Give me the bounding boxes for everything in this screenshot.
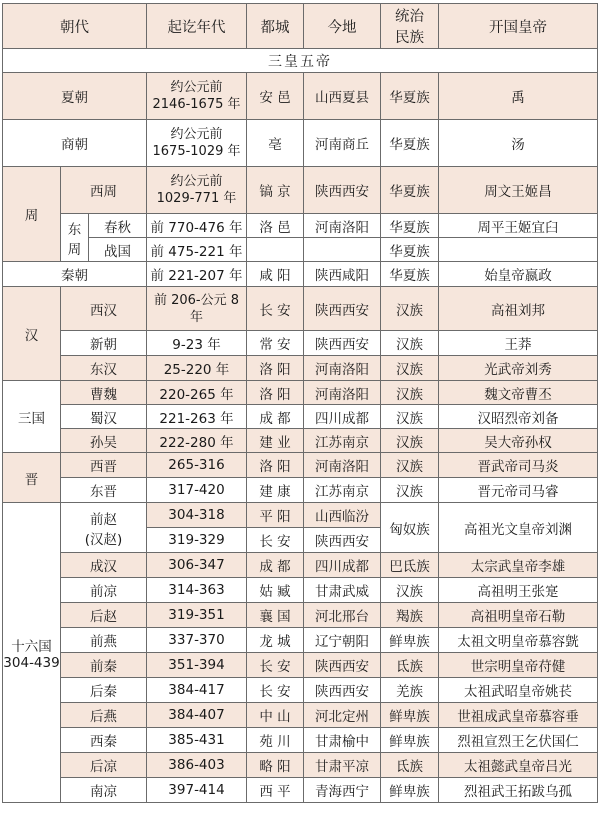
table-row (3, 262, 598, 287)
group-sanguo: 三国 (3, 381, 61, 453)
table-row (3, 478, 598, 503)
ethnic-cell: 汉族 (381, 356, 439, 381)
place-cell: 青海西宁 (304, 778, 381, 803)
ethnic-cell: 汉族 (381, 478, 439, 503)
place-cell: 山西临汾 (304, 503, 381, 528)
table-row (3, 287, 598, 331)
header-dynasty: 朝代 (3, 4, 147, 49)
dynasty-name: 新朝 (61, 331, 147, 356)
capital-cell: 咸 阳 (247, 262, 304, 287)
ethnic-cell: 鲜卑族 (381, 778, 439, 803)
ethnic-cell: 巴氐族 (381, 553, 439, 578)
emperor-cell: 太祖文明皇帝慕容皝 (439, 628, 598, 653)
group-sixteen-kingdoms (3, 503, 61, 803)
capital-cell: 建 康 (247, 478, 304, 503)
cell-line: 约公元前 (170, 127, 223, 142)
years-cell: 319-329 (147, 528, 247, 553)
capital-cell: 长 安 (247, 678, 304, 703)
table-row (3, 429, 598, 453)
cell-line: (汉赵) (84, 531, 123, 548)
emperor-cell: 世宗明皇帝苻健 (439, 653, 598, 678)
capital-cell: 西 平 (247, 778, 304, 803)
emperor-cell: 太祖武昭皇帝姚苌 (439, 678, 598, 703)
place-cell: 四川成都 (304, 405, 381, 429)
ethnic-cell: 汉族 (381, 381, 439, 405)
capital-cell: 亳 (247, 120, 304, 167)
table-row (3, 405, 598, 429)
ethnic-cell: 华夏族 (381, 167, 439, 214)
dynasty-table (2, 3, 598, 803)
emperor-cell: 周平王姬宜臼 (439, 214, 598, 238)
ethnic-cell: 羯族 (381, 603, 439, 628)
dynasty-name: 后赵 (61, 603, 147, 628)
dynasty-name: 春秋 (89, 214, 147, 238)
place-cell: 河南洛阳 (304, 356, 381, 381)
dynasty-name: 后凉 (61, 753, 147, 778)
years-cell: 前 770-476 年 (147, 214, 247, 238)
place-cell: 河北定州 (304, 703, 381, 728)
years-cell: 265-316 (147, 453, 247, 478)
emperor-cell: 太祖懿武皇帝吕光 (439, 753, 598, 778)
years-cell (147, 167, 247, 214)
emperor-cell: 烈祖武王拓跋乌孤 (439, 778, 598, 803)
place-cell (304, 238, 381, 262)
place-cell: 陕西西安 (304, 167, 381, 214)
capital-cell: 苑 川 (247, 728, 304, 753)
years-cell: 384-407 (147, 703, 247, 728)
cell-line: 周 (67, 241, 82, 258)
cell-line: 约公元前 (170, 80, 223, 95)
table-row (3, 653, 598, 678)
cell-line: 统治 (395, 9, 424, 25)
capital-cell: 洛 阳 (247, 381, 304, 405)
emperor-cell: 魏文帝曹丕 (439, 381, 598, 405)
dynasty-name: 曹魏 (61, 381, 147, 405)
emperor-cell: 光武帝刘秀 (439, 356, 598, 381)
emperor-cell: 高祖刘邦 (439, 287, 598, 331)
table-row (3, 453, 598, 478)
banner-cell: 三皇五帝 (3, 49, 598, 73)
emperor-cell (439, 238, 598, 262)
table-row (3, 120, 598, 167)
cell-line: 2146-1675 年 (152, 97, 241, 112)
place-cell: 四川成都 (304, 553, 381, 578)
cell-line: 前赵 (90, 511, 117, 528)
years-cell: 384-417 (147, 678, 247, 703)
emperor-cell: 汉昭烈帝刘备 (439, 405, 598, 429)
years-cell: 前 475-221 年 (147, 238, 247, 262)
table-row (3, 73, 598, 120)
years-cell: 314-363 (147, 578, 247, 603)
emperor-cell: 王莽 (439, 331, 598, 356)
capital-cell: 洛 邑 (247, 214, 304, 238)
emperor-cell: 始皇帝嬴政 (439, 262, 598, 287)
table-row (3, 578, 598, 603)
table-row (3, 331, 598, 356)
emperor-cell: 晋元帝司马睿 (439, 478, 598, 503)
years-cell: 220-265 年 (147, 381, 247, 405)
emperor-cell: 晋武帝司马炎 (439, 453, 598, 478)
years-cell: 306-347 (147, 553, 247, 578)
years-cell: 386-403 (147, 753, 247, 778)
table-row (3, 356, 598, 381)
dynasty-name: 夏朝 (3, 73, 147, 120)
place-cell: 甘肃平凉 (304, 753, 381, 778)
place-cell: 河南商丘 (304, 120, 381, 167)
place-cell: 辽宁朝阳 (304, 628, 381, 653)
place-cell: 河北邢台 (304, 603, 381, 628)
place-cell: 江苏南京 (304, 478, 381, 503)
header-place: 今地 (304, 4, 381, 49)
group-east-zhou (61, 214, 89, 262)
ethnic-cell: 汉族 (381, 453, 439, 478)
emperor-cell: 禹 (439, 73, 598, 120)
place-cell: 陕西西安 (304, 287, 381, 331)
cell-line: 1675-1029 年 (152, 144, 241, 159)
place-cell: 陕西西安 (304, 528, 381, 553)
emperor-cell: 高祖光文皇帝刘渊 (439, 503, 598, 553)
ethnic-cell: 鲜卑族 (381, 703, 439, 728)
dynasty-name: 孙吴 (61, 429, 147, 453)
years-cell: 397-414 (147, 778, 247, 803)
emperor-cell: 周文王姬昌 (439, 167, 598, 214)
years-cell: 317-420 (147, 478, 247, 503)
cell-line: 民族 (395, 30, 424, 46)
years-cell: 319-351 (147, 603, 247, 628)
dynasty-name: 东汉 (61, 356, 147, 381)
cell-line: 前 206-公元 8 (153, 292, 240, 308)
emperor-cell: 高祖明王张寔 (439, 578, 598, 603)
years-cell: 304-318 (147, 503, 247, 528)
emperor-cell: 太宗武皇帝李雄 (439, 553, 598, 578)
ethnic-cell: 羌族 (381, 678, 439, 703)
years-cell: 337-370 (147, 628, 247, 653)
ethnic-cell: 华夏族 (381, 238, 439, 262)
ethnic-cell: 华夏族 (381, 120, 439, 167)
dynasty-name (61, 503, 147, 553)
capital-cell: 成 都 (247, 405, 304, 429)
years-cell: 前 221-207 年 (147, 262, 247, 287)
dynasty-name: 蜀汉 (61, 405, 147, 429)
table-row (3, 49, 598, 73)
years-cell (147, 287, 247, 331)
dynasty-name: 西晋 (61, 453, 147, 478)
place-cell: 陕西西安 (304, 653, 381, 678)
place-cell: 河南洛阳 (304, 381, 381, 405)
years-cell: 221-263 年 (147, 405, 247, 429)
capital-cell: 龙 城 (247, 628, 304, 653)
capital-cell: 略 阳 (247, 753, 304, 778)
years-cell: 25-220 年 (147, 356, 247, 381)
cell-line: 东 (67, 221, 82, 238)
dynasty-name: 前凉 (61, 578, 147, 603)
ethnic-cell: 汉族 (381, 429, 439, 453)
cell-line: 十六国 (11, 638, 52, 655)
header-years: 起讫年代 (147, 4, 247, 49)
years-cell: 385-431 (147, 728, 247, 753)
capital-cell: 成 都 (247, 553, 304, 578)
ethnic-cell: 汉族 (381, 287, 439, 331)
group-jin: 晋 (3, 453, 61, 503)
dynasty-name: 前燕 (61, 628, 147, 653)
ethnic-cell: 鲜卑族 (381, 628, 439, 653)
dynasty-name: 南凉 (61, 778, 147, 803)
capital-cell (247, 238, 304, 262)
capital-cell: 镐 京 (247, 167, 304, 214)
capital-cell: 安 邑 (247, 73, 304, 120)
group-zhou: 周 (3, 167, 61, 262)
cell-line: 304-439 (3, 654, 60, 671)
header-ethnic (381, 4, 439, 49)
ethnic-cell: 华夏族 (381, 262, 439, 287)
table-row (3, 214, 598, 238)
dynasty-name: 后燕 (61, 703, 147, 728)
place-cell: 山西夏县 (304, 73, 381, 120)
ethnic-cell: 氐族 (381, 653, 439, 678)
group-han: 汉 (3, 287, 61, 381)
dynasty-name: 战国 (89, 238, 147, 262)
table-row (3, 703, 598, 728)
dynasty-name: 西周 (61, 167, 147, 214)
capital-cell: 洛 阳 (247, 356, 304, 381)
capital-cell: 建 业 (247, 429, 304, 453)
ethnic-cell: 匈奴族 (381, 503, 439, 553)
table-row (3, 4, 598, 49)
capital-cell: 长 安 (247, 653, 304, 678)
years-cell (147, 73, 247, 120)
ethnic-cell: 华夏族 (381, 73, 439, 120)
place-cell: 河南洛阳 (304, 453, 381, 478)
ethnic-cell: 鲜卑族 (381, 728, 439, 753)
place-cell: 陕西西安 (304, 678, 381, 703)
dynasty-name: 商朝 (3, 120, 147, 167)
emperor-cell: 世祖成武皇帝慕容垂 (439, 703, 598, 728)
ethnic-cell: 华夏族 (381, 214, 439, 238)
header-emperor: 开国皇帝 (439, 4, 598, 49)
years-cell: 9-23 年 (147, 331, 247, 356)
place-cell: 甘肃武威 (304, 578, 381, 603)
cell-line: 约公元前 (170, 174, 223, 189)
ethnic-cell: 汉族 (381, 331, 439, 356)
place-cell: 河南洛阳 (304, 214, 381, 238)
cell-line: 年 (189, 309, 203, 325)
dynasty-name: 东晋 (61, 478, 147, 503)
years-cell: 351-394 (147, 653, 247, 678)
capital-cell: 姑 臧 (247, 578, 304, 603)
table-row (3, 728, 598, 753)
dynasty-name: 后秦 (61, 678, 147, 703)
emperor-cell: 烈祖宣烈王乞伏国仁 (439, 728, 598, 753)
table-row (3, 553, 598, 578)
dynasty-name: 秦朝 (3, 262, 147, 287)
capital-cell: 洛 阳 (247, 453, 304, 478)
header-capital: 都城 (247, 4, 304, 49)
table-row (3, 778, 598, 803)
table-row (3, 503, 598, 528)
dynasty-name: 西汉 (61, 287, 147, 331)
emperor-cell: 高祖明皇帝石勒 (439, 603, 598, 628)
place-cell: 江苏南京 (304, 429, 381, 453)
ethnic-cell: 汉族 (381, 405, 439, 429)
capital-cell: 长 安 (247, 287, 304, 331)
place-cell: 陕西咸阳 (304, 262, 381, 287)
years-cell: 222-280 年 (147, 429, 247, 453)
place-cell: 陕西西安 (304, 331, 381, 356)
capital-cell: 中 山 (247, 703, 304, 728)
table-row (3, 167, 598, 214)
table-row (3, 753, 598, 778)
table-row (3, 678, 598, 703)
ethnic-cell: 汉族 (381, 578, 439, 603)
ethnic-cell: 氐族 (381, 753, 439, 778)
capital-cell: 平 阳 (247, 503, 304, 528)
table-row (3, 628, 598, 653)
table-row (3, 381, 598, 405)
dynasty-name: 西秦 (61, 728, 147, 753)
capital-cell: 襄 国 (247, 603, 304, 628)
years-cell (147, 120, 247, 167)
emperor-cell: 汤 (439, 120, 598, 167)
place-cell: 甘肃榆中 (304, 728, 381, 753)
dynasty-name: 成汉 (61, 553, 147, 578)
emperor-cell: 吴大帝孙权 (439, 429, 598, 453)
dynasty-name: 前秦 (61, 653, 147, 678)
capital-cell: 长 安 (247, 528, 304, 553)
capital-cell: 常 安 (247, 331, 304, 356)
cell-line: 1029-771 年 (156, 191, 237, 206)
table-row (3, 238, 598, 262)
table-row (3, 603, 598, 628)
